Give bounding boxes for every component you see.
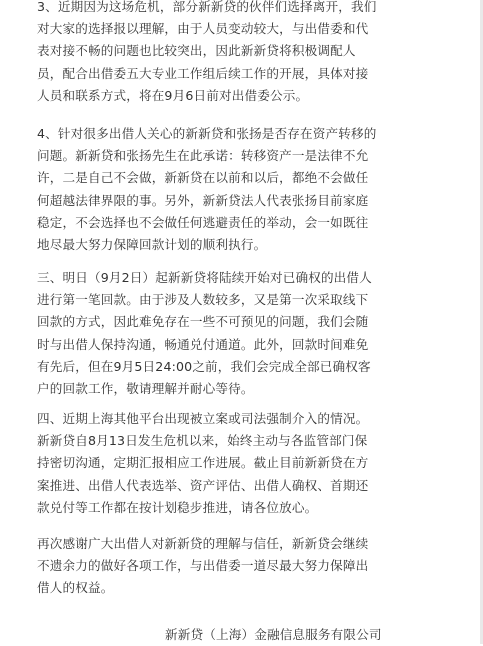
text-line: 新新贷自8月13日发生危机以来，始终主动与各监管部门保 — [37, 433, 368, 449]
text-line: 三、明日（9月2日）起新新贷将陆续开始对已确权的出借人 — [37, 270, 372, 285]
text-line: 时与出借人保持沟通，畅通兑付通道。此外，回款时间难免 — [37, 336, 369, 352]
text-line: 员，配合出借委五大专业工作组后续工作的开展，具体对接 — [37, 65, 369, 81]
text-line: 持密切沟通，定期汇报相应工作进展。截止目前新新贷在方 — [37, 455, 369, 471]
paragraph-staff-changes — [37, 0, 477, 107]
text-line: 有先后，但在9月5日24:00之前，我们会完成全部已确权客 — [37, 358, 371, 374]
text-line: 案推进、出借人代表选举、资产评估、出借人确权、首期还 — [37, 477, 369, 493]
text-line: 何超越法律界限的事。另外，新新贷法人代表张扬目前家庭 — [37, 192, 369, 208]
text-line: 户的回款工作，敬请理解并耐心等待。 — [37, 381, 254, 397]
text-line: 3、近期因为这场危机，部分新新贷的伙伴们选择离开，我们 — [37, 0, 377, 14]
text-line: 四、近期上海其他平台出现被立案或司法强制介入的情况。 — [37, 411, 369, 426]
text-line: 回款的方式，因此难免存在一些不可预见的问题，我们会随 — [37, 314, 369, 330]
text-line: 地尽最大努力保障回款计划的顺利执行。 — [37, 237, 267, 253]
paragraph-closing-thanks — [37, 533, 477, 600]
text-line: 进行第一笔回款。由于涉及人数较多，又是第一次采取线下 — [37, 292, 369, 308]
text-line: 问题。新新贷和张扬先生在此承诺：转移资产一是法律不允 — [37, 148, 369, 164]
text-line: 许，二是自己不会做，新新贷在以前和以后，都绝不会做任 — [37, 170, 369, 186]
text-line: 不遗余力的做好各项工作，与出借委一道尽最大努力保障出 — [37, 558, 369, 574]
paragraph-repayment-schedule — [37, 267, 477, 400]
paragraph-regulatory-status — [37, 408, 477, 519]
text-line: 人员和联系方式，将在9月6日前对出借委公示。 — [37, 87, 309, 103]
text-line: 稳定，不会选择也不会做任何逃避责任的举动，会一如既往 — [37, 214, 369, 230]
text-line: 4、针对很多出借人关心的新新贷和张扬是否存在资产转移的 — [37, 126, 377, 141]
text-line: 款兑付等工作都在按计划稳步推进，请各位放心。 — [37, 499, 318, 515]
paragraph-asset-transfer — [37, 123, 477, 256]
text-line: 对大家的选择报以理解，由于人员变动较大，与出借委和代 — [37, 21, 369, 37]
text-line: 再次感谢广大出借人对新新贷的理解与信任，新新贷会继续 — [37, 536, 369, 551]
text-line: 借人的权益。 — [37, 580, 114, 596]
company-signature: 新新贷（上海）金融信息服务有限公司 — [165, 627, 382, 642]
text-line: 表对接不畅的问题也比较突出，因此新新贷将积极调配人 — [37, 43, 356, 59]
